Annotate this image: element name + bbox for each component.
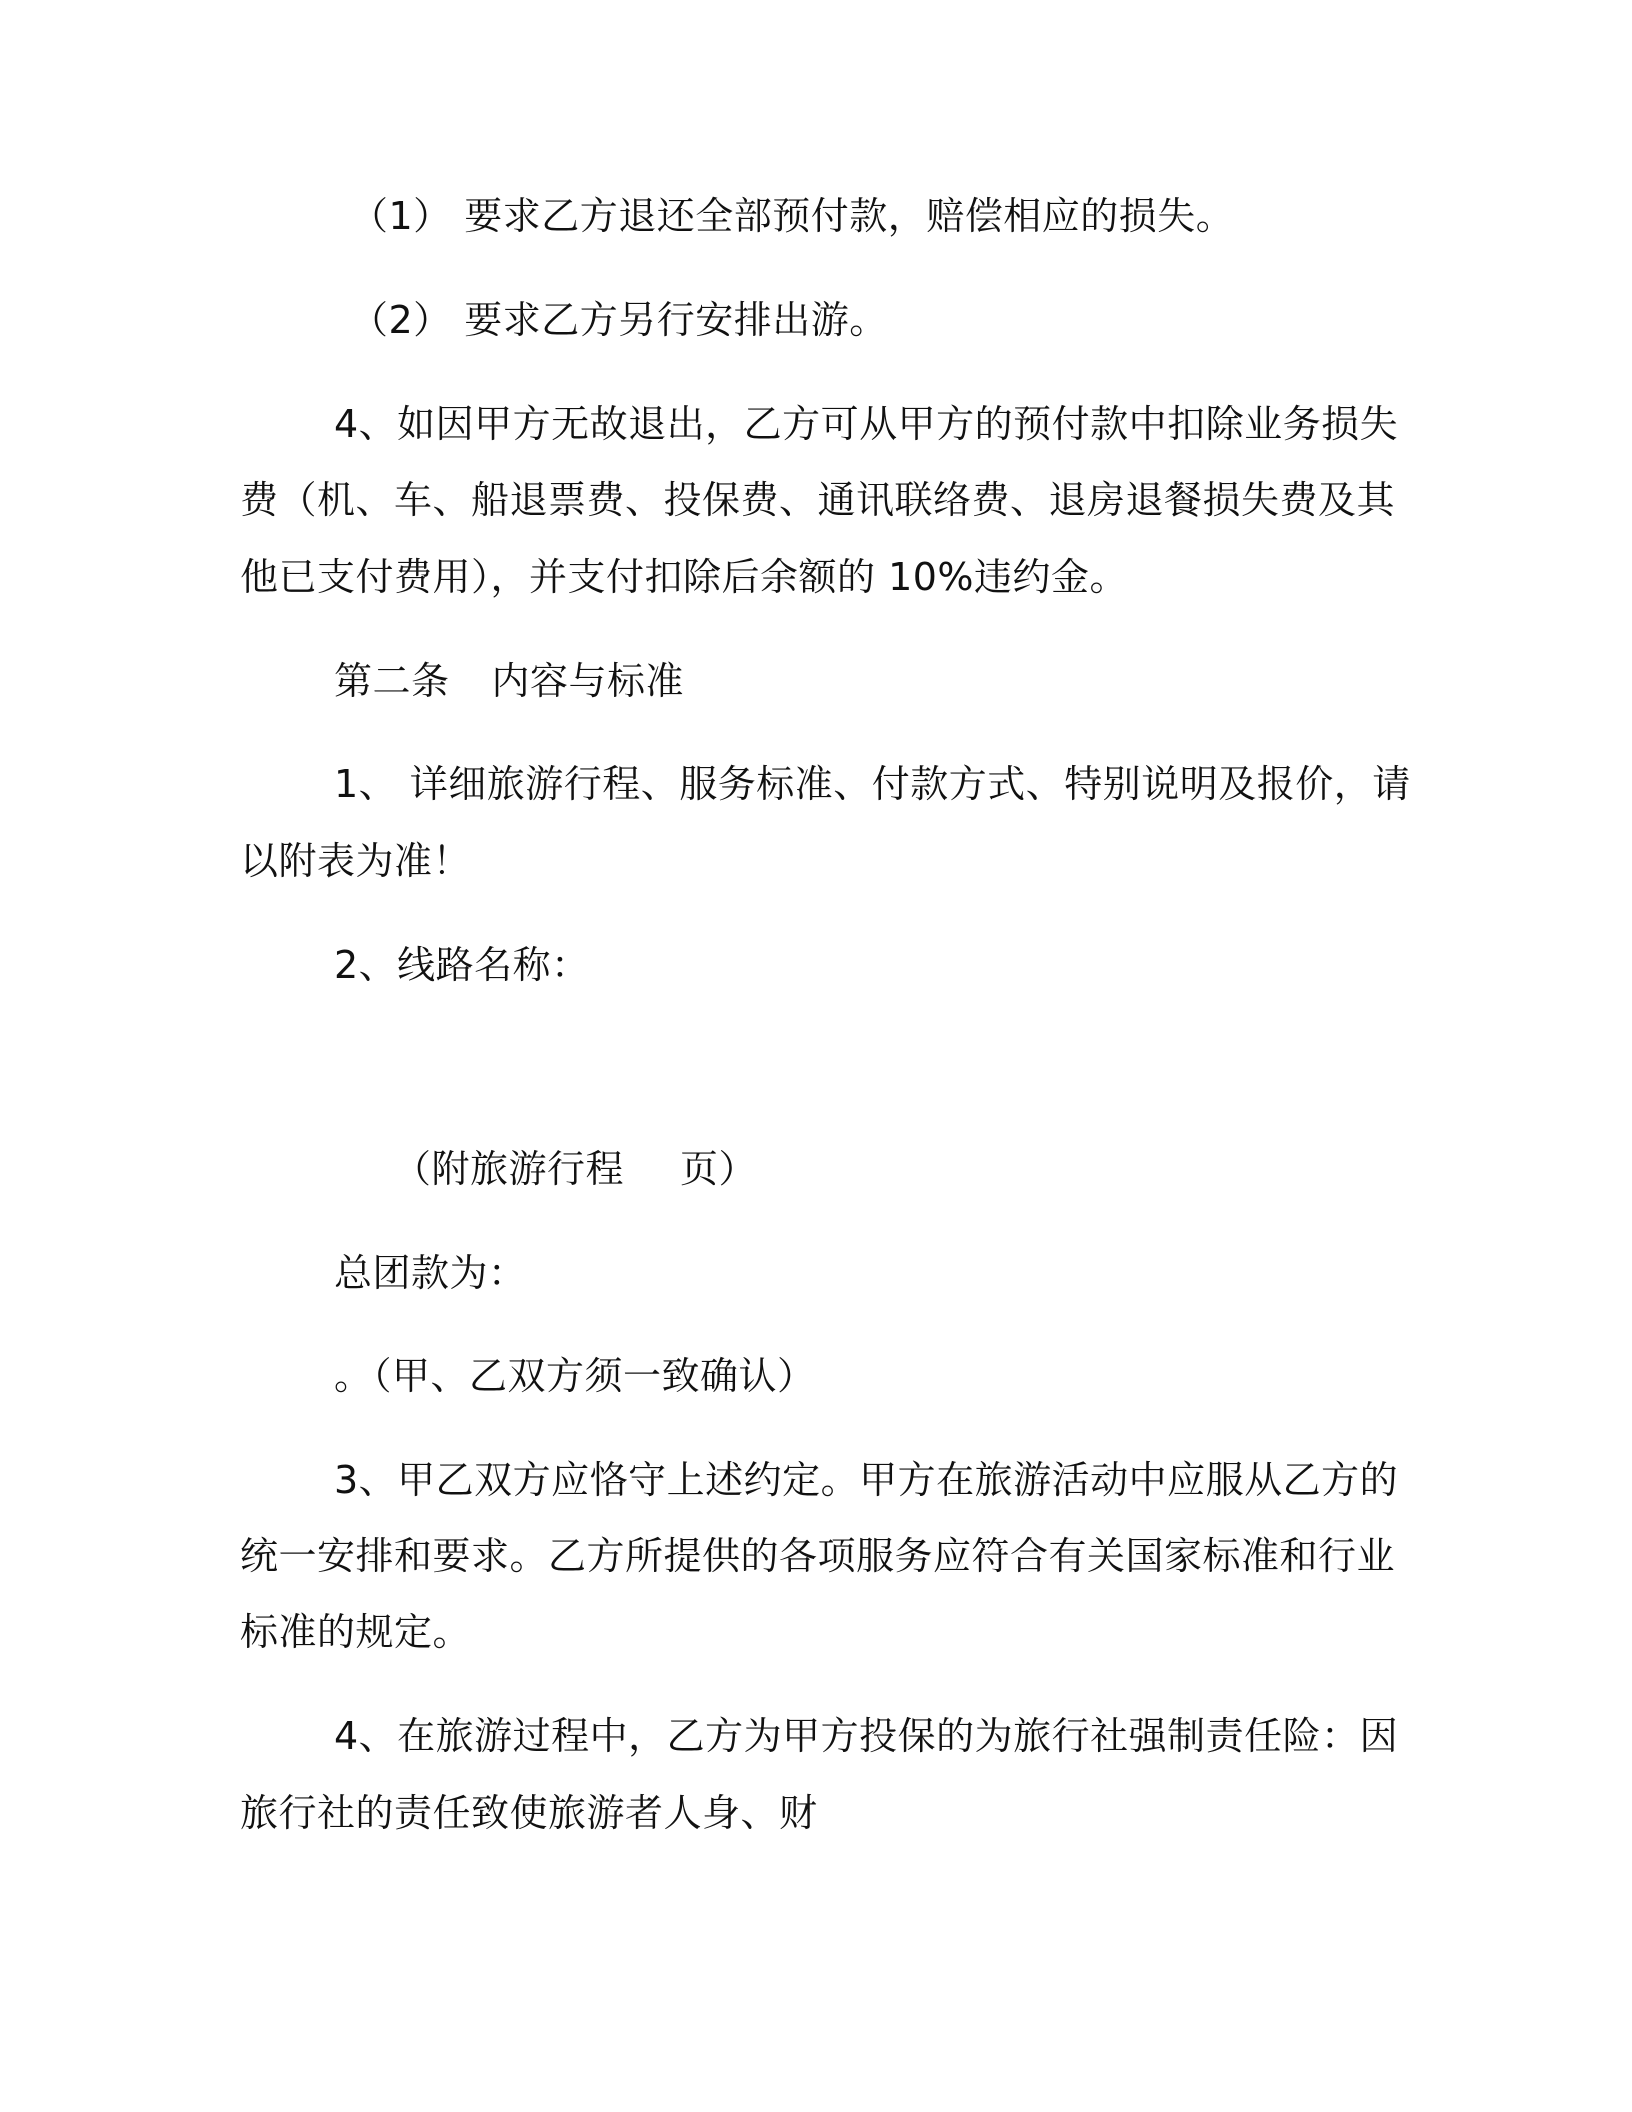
appendix-open: （附旅游行程 (393, 1147, 625, 1191)
point-4-line-2: 旅行社的责任致使旅游者人身、财 (240, 1791, 818, 1835)
point-2: 2、线路名称： (334, 943, 590, 987)
article-2-title: 内容与标准 (491, 659, 685, 703)
point-3-line-2: 统一安排和要求。乙方所提供的各项服务应符合有关国家标准和行业 (240, 1534, 1396, 1578)
clause-4-line-3: 他已支付费用），并支付扣除后余额的 10%违约金。 (240, 555, 1129, 599)
point-3-line-3: 标准的规定。 (240, 1610, 472, 1654)
clause-4-line-2: 费（机、车、船退票费、投保费、通讯联络费、退房退餐损失费及其 (240, 478, 1396, 522)
item-2: （2） 要求乙方另行安排出游。 (350, 298, 888, 342)
total-label: 总团款为： (334, 1251, 527, 1295)
item-1: （1） 要求乙方退还全部预付款，赔偿相应的损失。 (350, 194, 1235, 238)
clause-4-line-1: 4、如因甲方无故退出，乙方可从甲方的预付款中扣除业务损失 (334, 402, 1399, 446)
confirm-note: 。（甲、乙双方须一致确认） (334, 1354, 816, 1398)
appendix-note (393, 1143, 757, 1195)
point-1-line-2: 以附表为准！ (240, 839, 472, 883)
article-2-label: 第二条 (334, 659, 450, 703)
point-3-line-1: 3、甲乙双方应恪守上述约定。甲方在旅游活动中应服从乙方的 (334, 1458, 1399, 1502)
appendix-close: 页） (680, 1147, 758, 1191)
article-2-heading (334, 655, 684, 707)
point-1-line-1: 1、 详细旅游行程、服务标准、付款方式、特别说明及报价，请 (334, 762, 1411, 806)
point-4-line-1: 4、在旅游过程中，乙方为甲方投保的为旅行社强制责任险：因 (334, 1714, 1399, 1758)
